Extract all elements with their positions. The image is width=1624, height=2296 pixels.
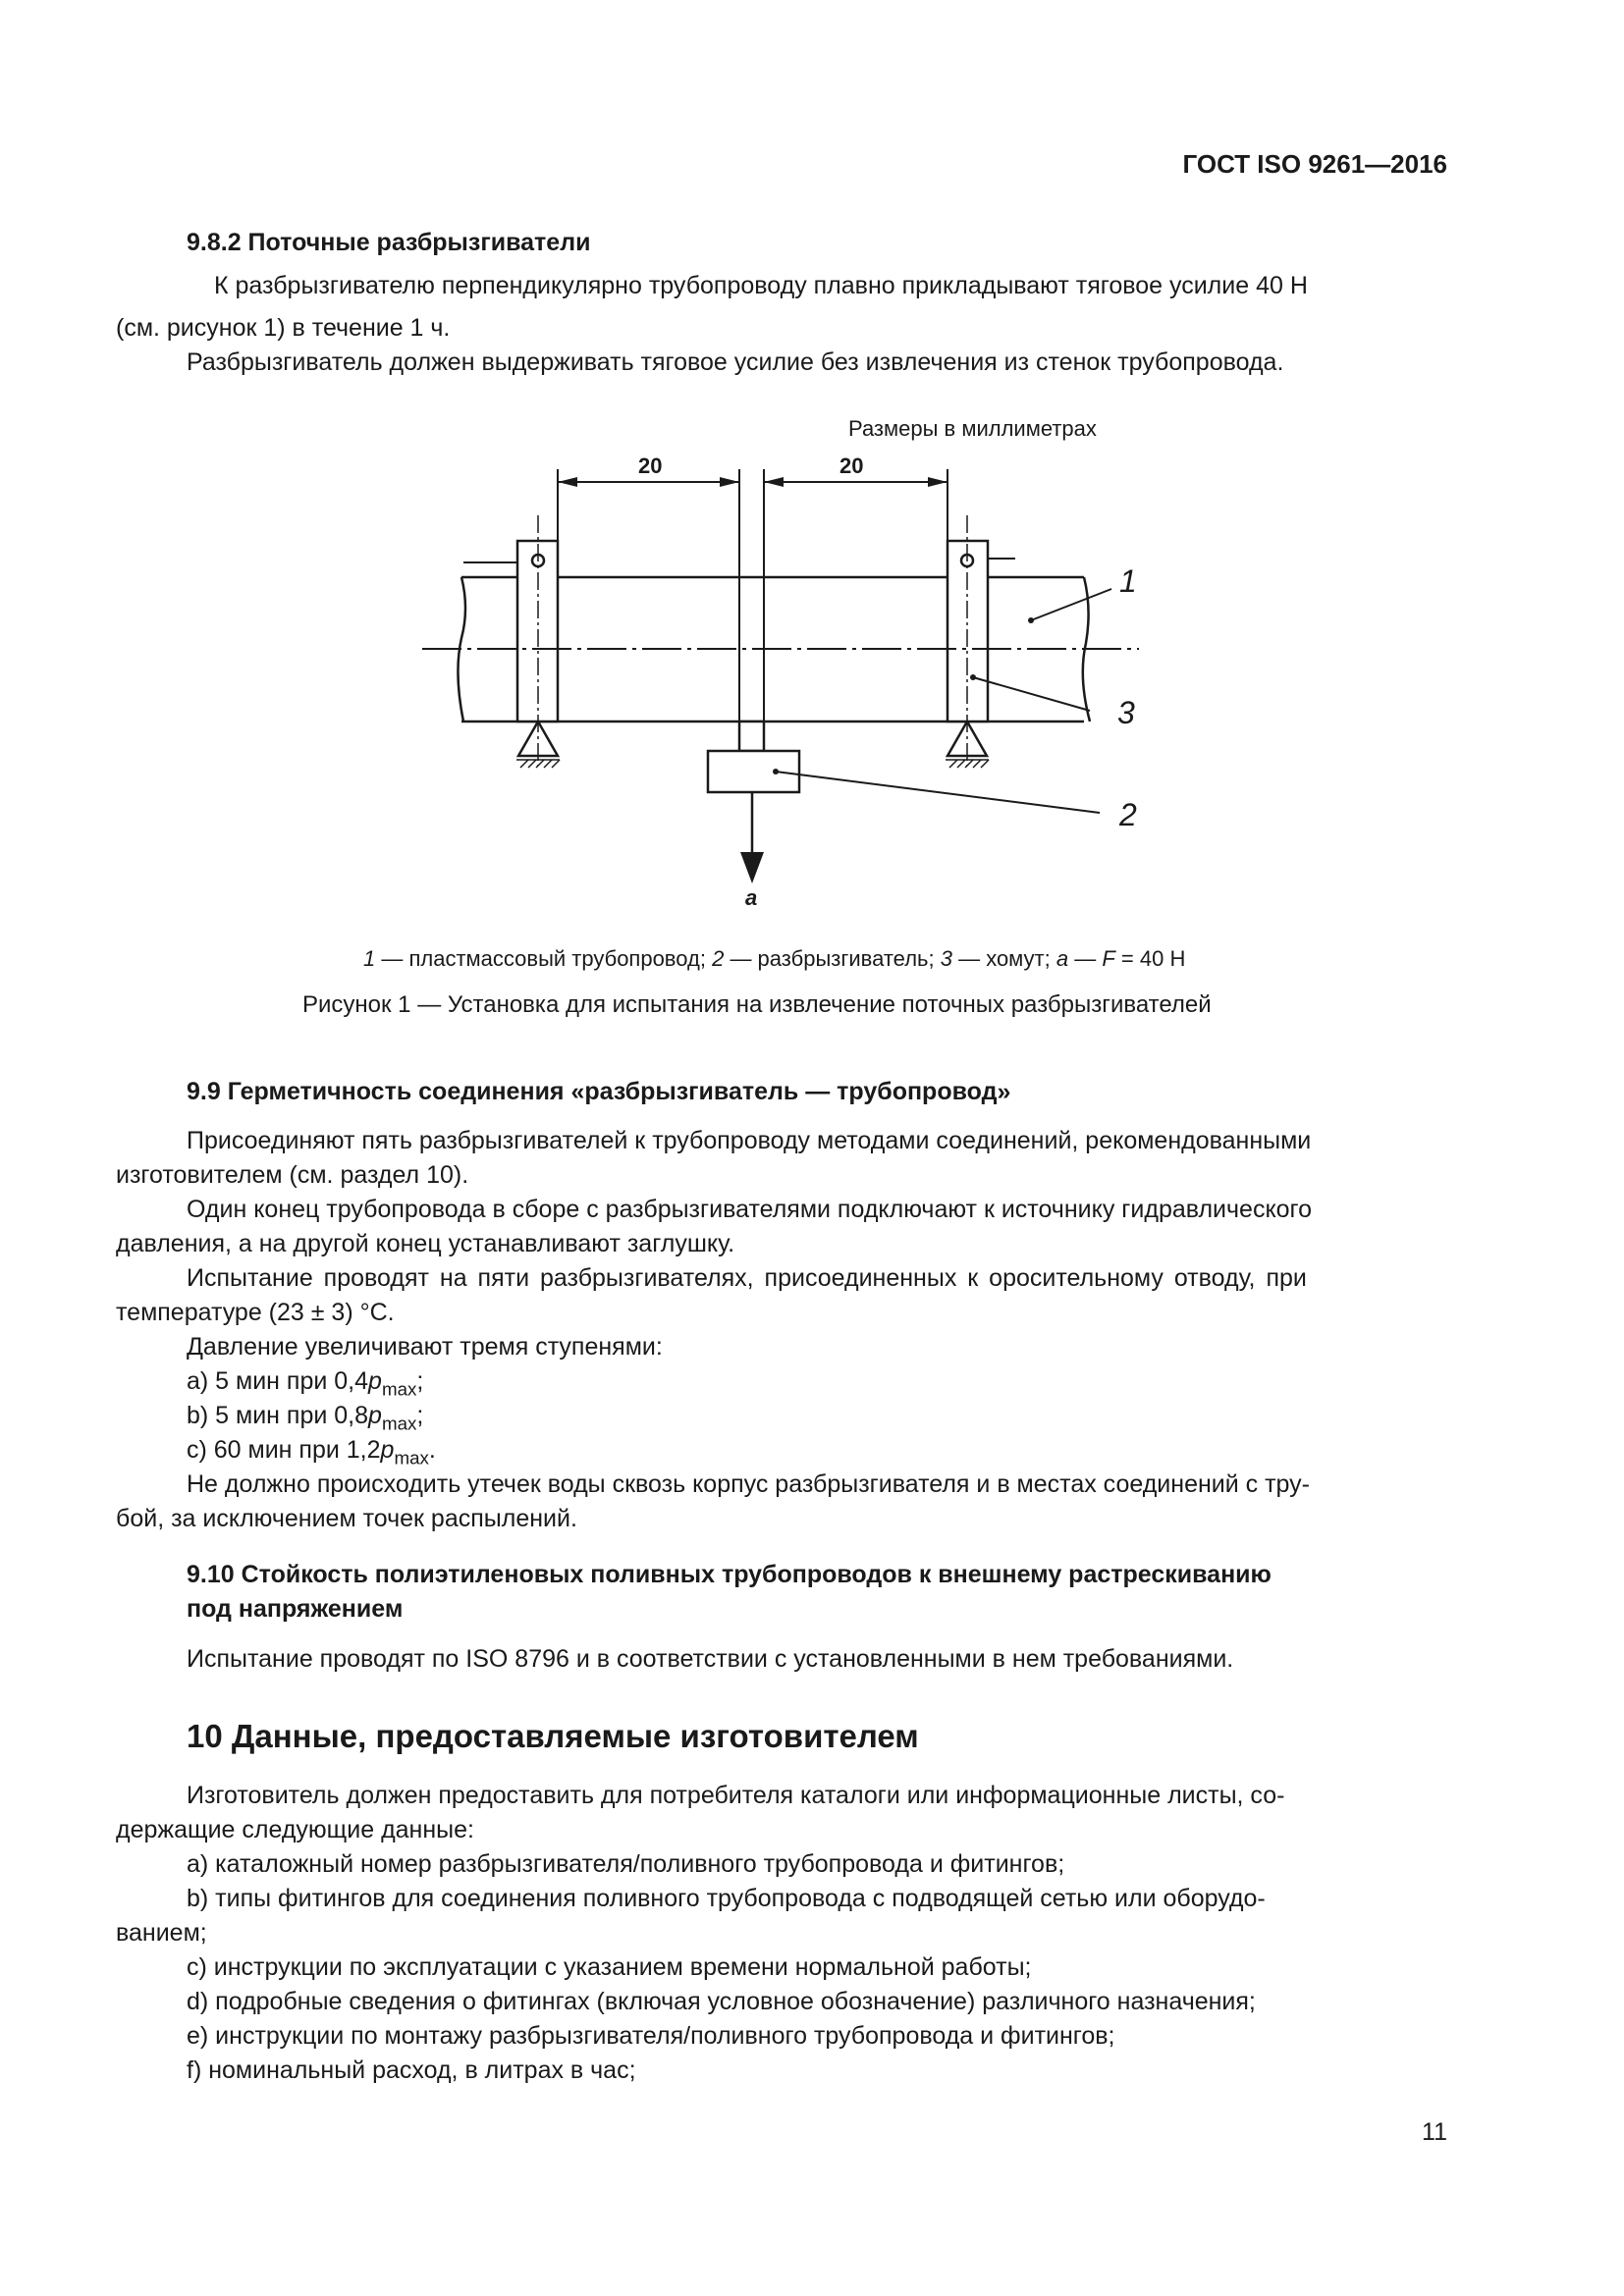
para-9-9-l9: бой, за исключением точек распылений. (116, 1505, 577, 1532)
list-10-a: a) каталожный номер разбрызгивателя/поливного трубопровода и фитингов; (187, 1850, 1065, 1878)
figure-1-diagram (0, 0, 1624, 942)
sprinkler-body (708, 751, 799, 792)
para-9-8-2-line2: (см. рисунок 1) в течение 1 ч. (116, 314, 451, 342)
section-9-9-heading: 9.9 Герметичность соединения «разбрызгиватель — трубопровод» (187, 1078, 1011, 1105)
list-10-c: c) инструкции по эксплуатации с указанием времени нормальной работы; (187, 1953, 1032, 1981)
leader-3 (973, 677, 1090, 711)
para-9-9-l1: Присоединяют пять разбрызгивателей к трубопроводу методами соединений, рекомендованными (187, 1127, 1312, 1154)
para-9-9-l5: Испытание проводят на пяти разбрызгивателях, присоединенных к оросительному отводу, при (187, 1264, 1307, 1292)
sprinkler-stem (739, 721, 764, 751)
list-10-b2: ванием; (116, 1919, 207, 1947)
para-10-l1: Изготовитель должен предоставить для потребителя каталоги или информационные листы, со- (187, 1782, 1285, 1809)
section-10-heading: 10 Данные, предоставляемые изготовителем (187, 1718, 919, 1754)
para-9-9-l6: температуре (23 ± 3) °С. (116, 1299, 395, 1326)
figure-legend: 1 — пластмассовый трубопровод; 2 — разбрызгиватель; 3 — хомут; a — F = 40 Н (363, 946, 1186, 971)
figure-label-3: 3 (1117, 695, 1135, 730)
para-9-9-l2: изготовителем (см. раздел 10). (116, 1161, 469, 1189)
list-10-e: e) инструкции по монтажу разбрызгивателя/поливного трубопровода и фитингов; (187, 2022, 1115, 2050)
section-9-10-heading-l1: 9.10 Стойкость полиэтиленовых поливных трубопроводов к внешнему растрескиванию (187, 1561, 1272, 1588)
dim-right-label: 20 (839, 454, 864, 478)
section-9-8-2-heading: 9.8.2 Поточные разбрызгиватели (187, 229, 591, 256)
list-10-d: d) подробные сведения о фитингах (включая условное обозначение) различного назначения; (187, 1988, 1256, 2015)
dim-left-label: 20 (638, 454, 663, 478)
list-item-b: b) 5 мин при $0,8p_{max}$; (187, 1402, 424, 1434)
page-number: 11 (1422, 2118, 1447, 2146)
list-10-f: f) номинальный расход, в литрах в час; (187, 2056, 636, 2084)
para-9-9-l3: Один конец трубопровода в сборе с разбрызгивателями подключают к источнику гидравлического (187, 1196, 1313, 1223)
leader-2 (776, 772, 1100, 813)
para-9-9-l8: Не должно происходить утечек воды сквозь корпус разбрызгивателя и в местах соединений с тру- (187, 1470, 1310, 1498)
figure-label-2: 2 (1119, 797, 1137, 832)
para-9-10: Испытание проводят по ISO 8796 и в соответствии с установленными в нем требованиями. (187, 1645, 1234, 1673)
para-9-9-l4: давления, а на другой конец устанавливают заглушку. (116, 1230, 735, 1257)
figure-label-a: a (745, 885, 758, 910)
para-9-9-l7: Давление увеличивают тремя ступенями: (187, 1333, 663, 1361)
figure-units-note: Размеры в миллиметрах (848, 416, 1097, 441)
list-item-c: c) 60 мин при $1,2p_{max}$. (187, 1436, 436, 1468)
figure-caption: Рисунок 1 — Установка для испытания на извлечение поточных разбрызгивателей (302, 991, 1212, 1018)
para-10-l2: держащие следующие данные: (116, 1816, 474, 1843)
force-arrow (740, 852, 764, 883)
para-9-8-2-para2: Разбрызгиватель должен выдерживать тяговое усилие без извлечения из стенок трубопровода. (187, 348, 1284, 376)
list-10-b1: b) типы фитингов для соединения поливного трубопровода с подводящей сетью или оборудо- (187, 1885, 1266, 1912)
section-9-10-heading-l2: под напряжением (187, 1595, 404, 1623)
document-id: ГОСТ ISO 9261—2016 (1182, 149, 1447, 179)
figure-label-1: 1 (1119, 563, 1137, 599)
list-item-a: a) 5 мин при $0,4p_{max}$; (187, 1367, 424, 1400)
para-9-8-2-line1: К разбрызгивателю перпендикулярно трубопроводу плавно прикладывают тяговое усилие 40 Н (214, 272, 1308, 299)
leader-1 (1031, 589, 1111, 620)
